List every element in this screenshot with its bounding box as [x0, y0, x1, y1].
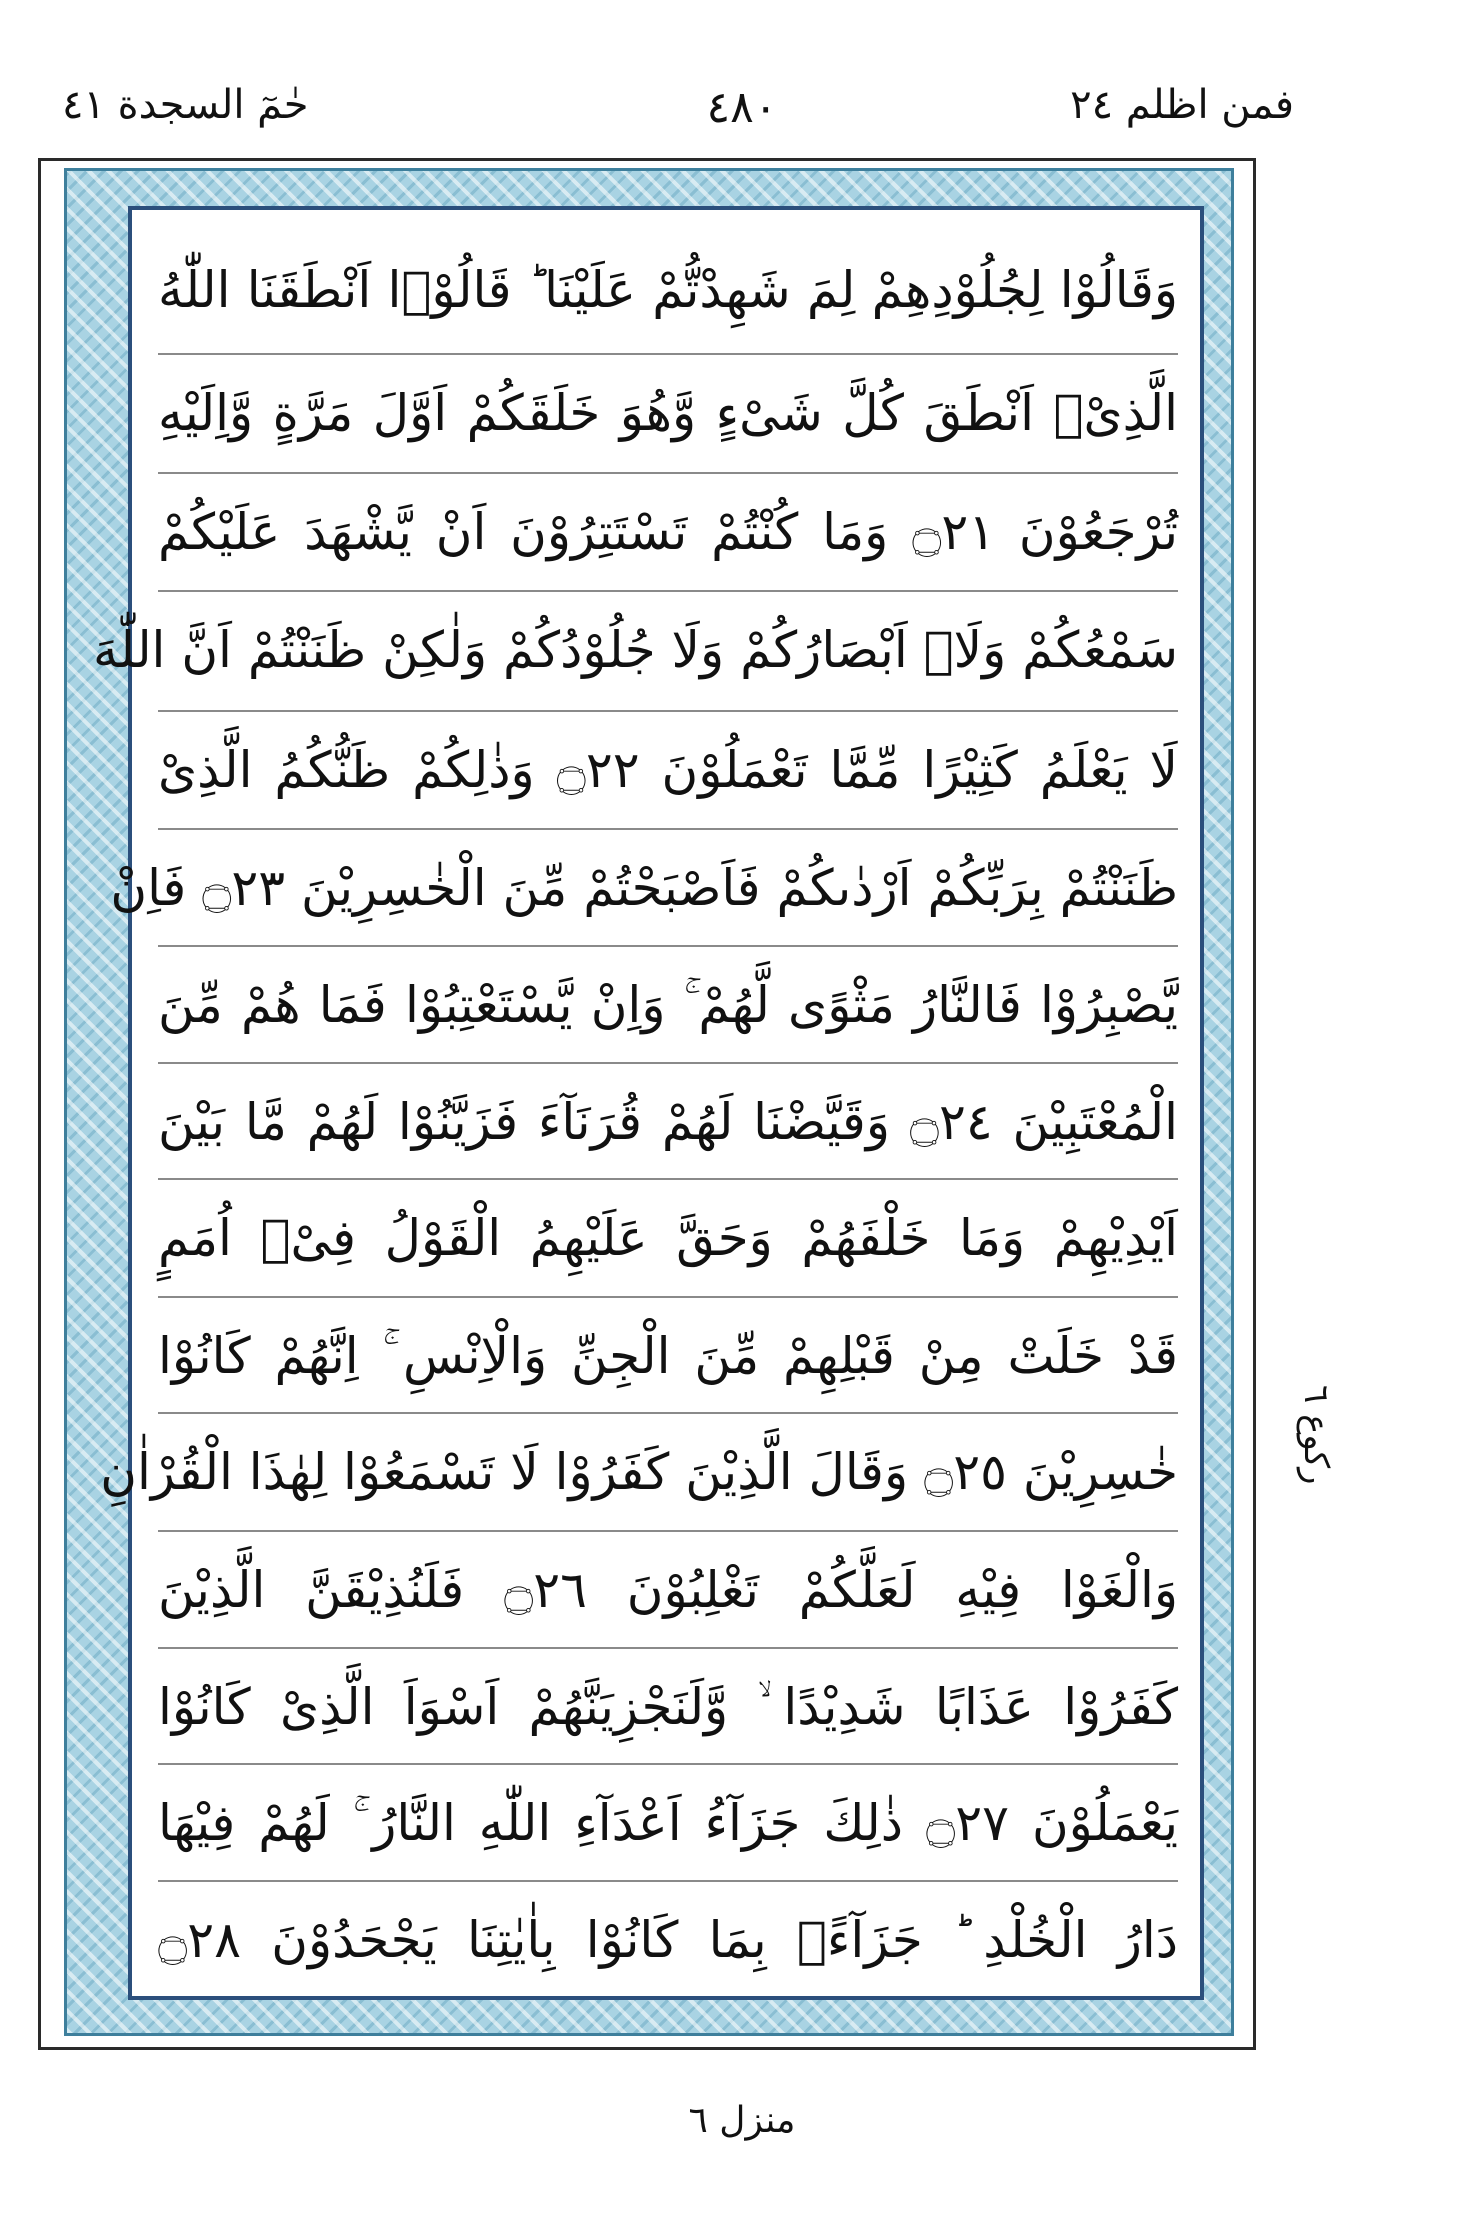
verse-line-5: لَا یَعْلَمُ كَثِیْرًا مِّمَّا تَعْمَلُوْنَ ۝٢٢ وَذٰلِكُمْ ظَنُّكُمُ الَّذِیْ [158, 741, 1178, 799]
verse-line-15: دَارُ الْخُلْدِ ؕ جَزَآءًۢ بِمَا كَانُوْا بِاٰیٰتِنَا یَجْحَدُوْنَ ۝٢٨ [158, 1911, 1178, 1969]
verse-line-12: وَالْغَوْا فِیْهِ لَعَلَّكُمْ تَغْلِبُوْنَ ۝٢٦ فَلَنُذِیْقَنَّ الَّذِیْنَ [158, 1561, 1178, 1619]
verse-line-8: الْمُعْتَبِیْنَ ۝٢٤ وَقَیَّضْنَا لَهُمْ قُرَنَآءَ فَزَیَّنُوْا لَهُمْ مَّا بَیْنَ [158, 1093, 1178, 1151]
page-number: ٤٨٠ [706, 82, 778, 133]
verse-line-11: خٰسِرِیْنَ ۝٢٥ وَقَالَ الَّذِیْنَ كَفَرُوْا لَا تَسْمَعُوْا لِهٰذَا الْقُرْاٰنِ [100, 1443, 1178, 1501]
verse-line-9: اَیْدِیْهِمْ وَمَا خَلْفَهُمْ وَحَقَّ عَلَیْهِمُ الْقَوْلُ فِیْۤ اُمَمٍ [158, 1209, 1178, 1267]
verse-line-3: تُرْجَعُوْنَ ۝٢١ وَمَا كُنْتُمْ تَسْتَتِرُوْنَ اَنْ یَّشْهَدَ عَلَیْكُمْ [158, 503, 1178, 561]
verse-line-14: یَعْمَلُوْنَ ۝٢٧ ذٰلِكَ جَزَآءُ اَعْدَآءِ اللّٰهِ النَّارُ ۚ لَهُمْ فِیْهَا [158, 1794, 1178, 1852]
verse-line-2: الَّذِیْۤ اَنْطَقَ كُلَّ شَیْءٍ وَّهُوَ خَلَقَكُمْ اَوَّلَ مَرَّةٍ وَّاِلَیْهِ [158, 384, 1178, 442]
verse-line-13: كَفَرُوْا عَذَابًا شَدِیْدًا ۙ وَّلَنَجْزِیَنَّهُمْ اَسْوَاَ الَّذِیْ كَانُوْا [158, 1678, 1178, 1736]
manzil-footer: منزل ٦ [688, 2100, 796, 2141]
verse-line-7: یَّصْبِرُوْا فَالنَّارُ مَثْوًى لَّهُمْ ۚ وَاِنْ یَّسْتَعْتِبُوْا فَمَا هُمْ مِّنَ [158, 976, 1178, 1034]
header-surah-name: حٰمٓ السجدة ٤١ [62, 82, 309, 128]
header-surah-part: فمن اظلم ٢٤ [1070, 82, 1294, 128]
ruku-marker: ركوع ٦ [1296, 1385, 1336, 1485]
verse-line-1: وَقَالُوْا لِجُلُوْدِهِمْ لِمَ شَهِدْتُّمْ عَلَيْنَا ؕ قَالُوْۤا اَنْطَقَنَا اللّٰهُ [158, 261, 1178, 319]
verse-line-10: قَدْ خَلَتْ مِنْ قَبْلِهِمْ مِّنَ الْجِنِّ وَالْاِنْسِ ۚ اِنَّهُمْ كَانُوْا [158, 1327, 1178, 1385]
verse-line-4: سَمْعُكُمْ وَلَاۤ اَبْصَارُكُمْ وَلَا جُلُوْدُكُمْ وَلٰكِنْ ظَنَنْتُمْ اَنَّ اللّٰهَ [92, 621, 1178, 679]
verse-line-6: ظَنَنْتُمْ بِرَبِّكُمْ اَرْدٰىكُمْ فَاَصْبَحْتُمْ مِّنَ الْخٰسِرِیْنَ ۝٢٣ فَاِنْ [110, 859, 1178, 917]
